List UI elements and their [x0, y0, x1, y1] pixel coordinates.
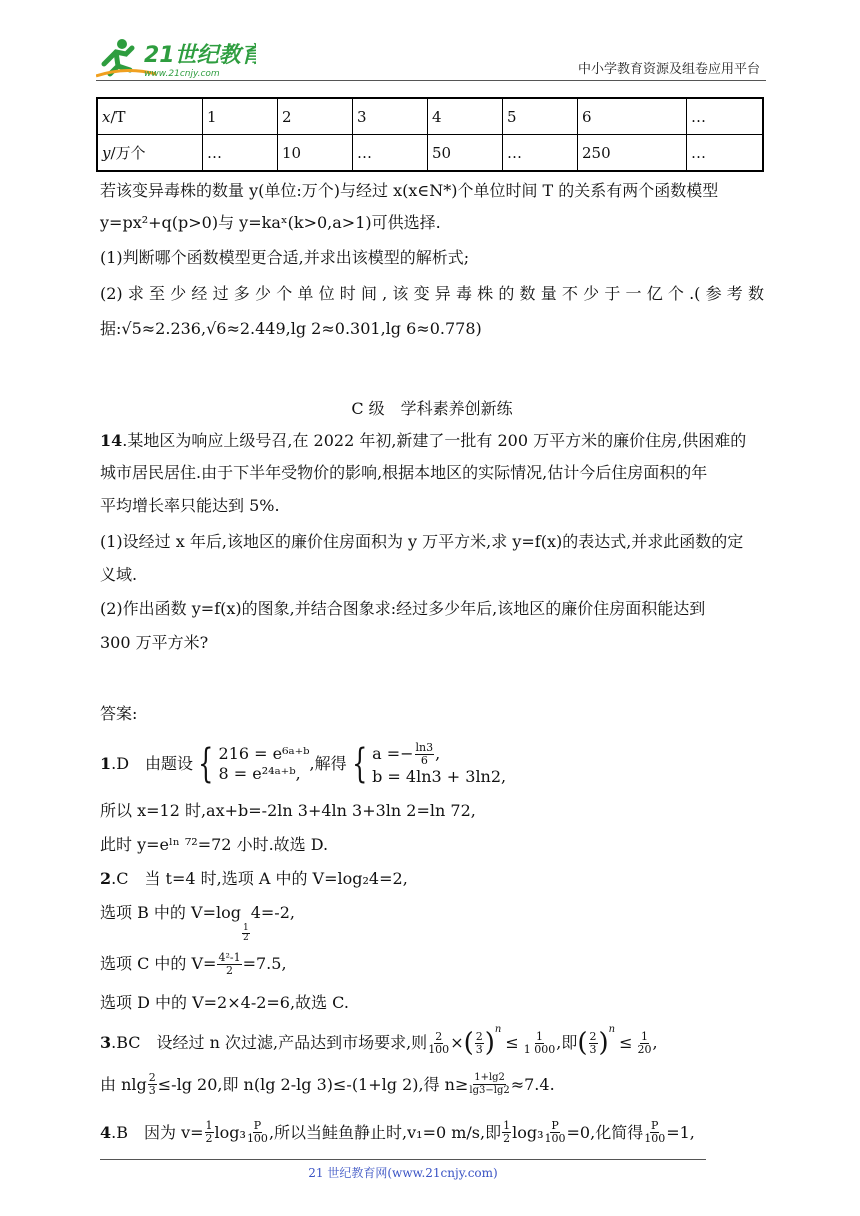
fraction-num: P [551, 1119, 559, 1132]
answer-2-line3 [100, 952, 764, 977]
svg-text:21世纪教育: 21世纪教育 [144, 43, 256, 68]
fraction-den: 2 [205, 1132, 213, 1145]
page-header [96, 36, 766, 80]
fraction-num: 2 [475, 1029, 483, 1043]
answer-text: ,解得 [309, 754, 347, 773]
equation: a =− [372, 743, 414, 763]
answer-text: =7.5, [242, 954, 287, 973]
table-row [97, 135, 763, 172]
table-cell: 250 [578, 135, 687, 172]
fraction-num: 1 [641, 1029, 649, 1043]
fraction-num: 1 [242, 923, 249, 933]
equation: 8 = e²⁴ᵃ⁺ᵇ, [218, 764, 301, 783]
fraction-num: 1 [536, 1029, 544, 1043]
answer-text: ,所以当鲑鱼静止时,v₁=0 m/s,即 [268, 1122, 502, 1142]
fraction-num: 2 [148, 1071, 156, 1084]
equation-system: { 216 = e⁶ᵃ⁺ᵇ 8 = e²⁴ᵃ⁺ᵇ, [198, 741, 310, 787]
table-cell: 1 [203, 98, 278, 135]
solution-system: { a =− $\frac{\ln 3}{6}$ , b = 4ln3 + 3ln2, [351, 740, 507, 787]
fraction-num: P [651, 1119, 659, 1132]
answer-1-line3: 此时 y=eˡⁿ ⁷²=72 小时.故选 D. [100, 835, 329, 854]
q14-part1a: (1)设经过 x 年后,该地区的廉价住房面积为 y 万平方米,求 y=f(x)的表达式,并求此函数的定 [100, 532, 744, 551]
answer-text: log₃ [214, 1122, 246, 1142]
operator: ≤ [505, 1033, 519, 1052]
equation: 216 = e⁶ᵃ⁺ᵇ [218, 744, 310, 763]
answer-number: 3 [100, 1033, 112, 1052]
table-row [97, 98, 763, 135]
fraction-den: 6 [420, 753, 428, 767]
answer-text: 4=-2, [250, 903, 295, 922]
fraction-den: 1 000 [523, 1042, 556, 1056]
section-c-title: C 级 学科素养创新练 [351, 399, 513, 418]
fraction-num: 4²-1 [218, 951, 241, 964]
answers-title: 答案: [100, 704, 138, 723]
answer-number: 4 [100, 1122, 112, 1142]
q14-line3: 平均增长率只能达到 5%. [100, 496, 280, 515]
answer-2-line1 [100, 868, 764, 890]
answer-text: ≈7.4. [510, 1074, 555, 1094]
platform-name: 中小学教育资源及组卷应用平台 [577, 62, 760, 77]
q14-part2b: 300 万平方米? [100, 633, 209, 652]
answer-text: .D 由题设 [111, 754, 194, 773]
answer-2-line2 [100, 902, 764, 943]
answer-3-line2 [100, 1072, 764, 1097]
table-cell: 3 [353, 98, 428, 135]
answer-text: =0,化简得 [566, 1122, 644, 1142]
table-cell: 5 [503, 98, 578, 135]
answer-text: =1, [666, 1122, 695, 1142]
q14-text: .某地区为响应上级号召,在 2022 年初,新建了一批有 200 万平方米的廉价住房,供困难的 [122, 431, 747, 450]
answer-3-line1: 3 .BC 设经过 n 次过滤,产品达到市场要求,则 $\frac{2}{100}$ × ( $\frac{2}{3}$ ) n ≤ $\frac{1}{1 000}$ ,即 ( $\frac{2}{3}$ ) n ≤ $\frac{1}{20}$ , [100, 1024, 658, 1058]
data-table [96, 97, 764, 172]
svg-text:www.21cnjy.com: www.21cnjy.com [144, 69, 220, 79]
fraction-num: 1+lg2 [474, 1072, 505, 1083]
answer-2-line4: 选项 D 中的 V=2×4-2=6,故选 C. [100, 993, 349, 1012]
table-cell: … [353, 135, 428, 172]
table-cell: x/T [97, 98, 203, 135]
table-cell: 10 [278, 135, 353, 172]
fraction-num: 1 [205, 1119, 213, 1132]
table-cell: … [687, 98, 764, 135]
q14-line1 [100, 430, 764, 452]
answer-text: 由 nlg [100, 1074, 147, 1094]
q13-line1: 若该变异毒株的数量 y(单位:万个)与经过 x(x∈N*)个单位时间 T 的关系有两个函数模型 [100, 181, 719, 200]
answer-number: 2 [100, 869, 112, 888]
answer-text: .C 当 t=4 时,选项 A 中的 V=log₂4=2, [111, 869, 408, 888]
answer-text: ,即 [556, 1033, 578, 1052]
fraction-den: 3 [589, 1042, 597, 1056]
fraction-num: ln3 [415, 740, 434, 754]
table-cell: 4 [428, 98, 503, 135]
answer-text: 选项 B 中的 V=log [100, 903, 241, 922]
fraction-den: 100 [246, 1132, 268, 1145]
q13-part2b: 据:√5≈2.236,√6≈2.449,lg 2≈0.301,lg 6≈0.778) [100, 319, 482, 338]
fraction-den: 2 [242, 933, 249, 943]
fraction-num: 2 [589, 1029, 597, 1043]
answer-text: .BC 设经过 n 次过滤,产品达到市场要求,则 [111, 1033, 428, 1052]
footer[interactable]: 21 世纪教育网(www.21cnjy.com) [308, 1166, 498, 1180]
answer-1-line2: 所以 x=12 时,ax+b=-2ln 3+4ln 3+3ln 2=ln 72, [100, 801, 476, 820]
fraction-den: 2 [503, 1132, 511, 1145]
fraction-den: 100 [544, 1132, 566, 1145]
answer-text: .B 因为 v= [111, 1122, 204, 1142]
q14-part1b: 义域. [100, 565, 138, 584]
runner-logo-icon [96, 36, 256, 80]
equation: b = 4ln3 + 3ln2, [372, 766, 507, 786]
operator: × [450, 1033, 464, 1052]
logo [96, 36, 256, 80]
fraction-den: 20 [637, 1042, 652, 1056]
fraction-num: 2 [435, 1029, 443, 1043]
fraction-den: 2 [226, 964, 234, 977]
table-cell: … [687, 135, 764, 172]
table-cell: y/万个 [97, 135, 203, 172]
table-cell: 2 [278, 98, 353, 135]
table-cell: … [203, 135, 278, 172]
header-divider [96, 80, 766, 81]
footer-divider [100, 1159, 706, 1160]
answer-text: ≤-lg 20,即 n(lg 2-lg 3)≤-(1+lg 2),得 n≥ [157, 1074, 469, 1094]
q13-line2: y=px²+q(p>0)与 y=kaˣ(k>0,a>1)可供选择. [100, 213, 441, 232]
fraction-den: lg3−lg2 [469, 1085, 510, 1096]
fraction-den: 3 [475, 1042, 483, 1056]
table-cell: 50 [428, 135, 503, 172]
fraction-den: 100 [428, 1042, 450, 1056]
answer-1-line1 [100, 740, 764, 788]
fraction-num: 1 [503, 1119, 511, 1132]
answer-text: log₃ [512, 1122, 544, 1142]
q14-part2a: (2)作出函数 y=f(x)的图象,并结合图象求:经过多少年后,该地区的廉价住房面积能达到 [100, 599, 706, 618]
table-cell: 6 [578, 98, 687, 135]
fraction-den: 100 [644, 1132, 666, 1145]
answer-4-line1 [100, 1120, 764, 1145]
q13-part2a: (2)求至少经过多少个单位时间,该变异毒株的数量不少于一亿个.(参考数 [100, 284, 764, 303]
answer-text: 选项 C 中的 V= [100, 954, 217, 973]
answer-number: 1 [100, 754, 112, 773]
q13-part1: (1)判断哪个函数模型更合适,并求出该模型的解析式; [100, 248, 470, 267]
fraction-den: 3 [148, 1084, 156, 1097]
question-number: 14 [100, 431, 123, 450]
fraction-num: P [253, 1119, 262, 1132]
operator: ≤ [619, 1033, 633, 1052]
q14-line2: 城市居民居住.由于下半年受物价的影响,根据本地区的实际情况,估计今后住房面积的年 [100, 463, 708, 482]
table-cell: … [503, 135, 578, 172]
